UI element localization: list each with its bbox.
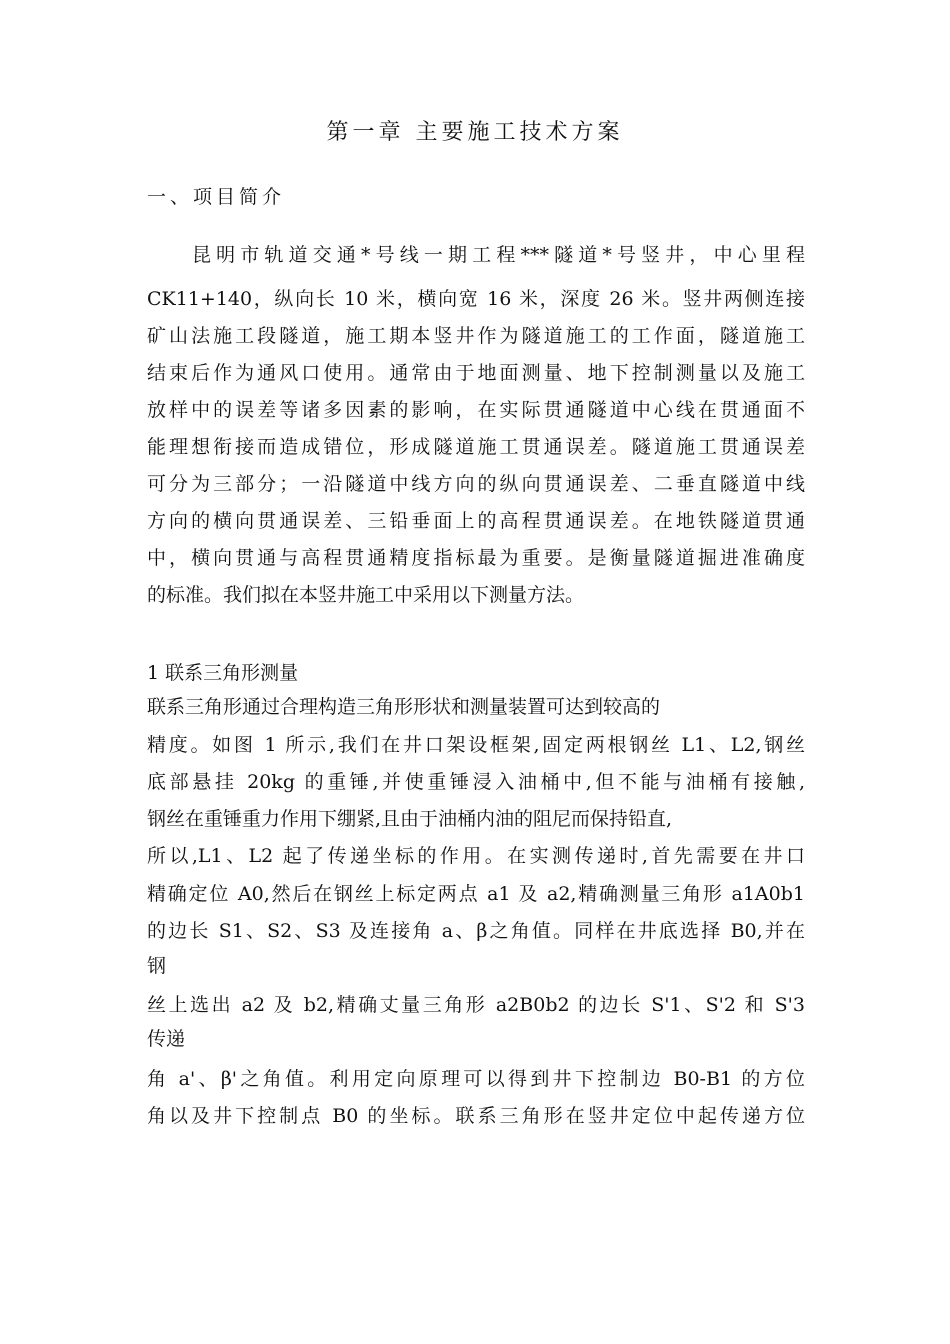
paragraph-1-line: 可分为三部分；一沿隧道中线方向的纵向贯通误差、二垂直隧道中线 — [147, 473, 805, 495]
subsection-heading: 1 联系三角形测量 — [147, 662, 299, 684]
paragraph-2-line: 所以,L1、L2 起了传递坐标的作用。在实测传递时,首先需要在井口 — [147, 845, 805, 867]
paragraph-2-line: 角 a'、β'之角值。利用定向原理可以得到井下控制边 B0-B1 的方位 — [147, 1068, 805, 1090]
paragraph-2-line: 精度。如图 1 所示,我们在井口架设框架,固定两根钢丝 L1、L2,钢丝 — [147, 734, 805, 756]
paragraph-2-line: 角以及井下控制点 B0 的坐标。联系三角形在竖井定位中起传递方位 — [147, 1105, 805, 1127]
paragraph-1-line: 中，横向贯通与高程贯通精度指标最为重要。是衡量隧道掘进准确度 — [147, 547, 805, 569]
paragraph-1-line: 放样中的误差等诸多因素的影响，在实际贯通隧道中心线在贯通面不 — [147, 399, 805, 421]
paragraph-1-line: CK11+140，纵向长 10 米，横向宽 16 米，深度 26 米。竖井两侧连接 — [147, 288, 805, 310]
chapter-title: 第一章 主要施工技术方案 — [326, 120, 624, 145]
paragraph-2-line: 的边长 S1、S2、S3 及连接角 a、β之角值。同样在井底选择 B0,并在 — [147, 920, 805, 942]
paragraph-2-line: 传递 — [147, 1028, 186, 1050]
paragraph-1-line: 昆明市轨道交通*号线一期工程***隧道*号竖井，中心里程 — [192, 244, 805, 266]
paragraph-2-line: 钢 — [147, 955, 167, 977]
paragraph-1-line: 结束后作为通风口使用。通常由于地面测量、地下控制测量以及施工 — [147, 362, 805, 384]
paragraph-2-line: 底部悬挂 20kg 的重锤,并使重锤浸入油桶中,但不能与油桶有接触, — [147, 771, 805, 793]
paragraph-1-line: 矿山法施工段隧道，施工期本竖井作为隧道施工的工作面，隧道施工 — [147, 325, 805, 347]
paragraph-2-line: 钢丝在重锤重力作用下绷紧,且由于油桶内油的阻尼而保持铅直, — [147, 808, 673, 830]
paragraph-1-line: 方向的横向贯通误差、三铅垂面上的高程贯通误差。在地铁隧道贯通 — [147, 510, 805, 532]
paragraph-2-line: 联系三角形通过合理构造三角形形状和测量装置可达到较高的 — [147, 696, 661, 718]
paragraph-1-line: 的标准。我们拟在本竖井施工中采用以下测量方法。 — [147, 584, 585, 606]
paragraph-2-line: 丝上选出 a2 及 b2,精确丈量三角形 a2B0b2 的边长 S'1、S'2 和 S'3 — [147, 994, 805, 1016]
paragraph-1-line: 能理想衔接而造成错位，形成隧道施工贯通误差。隧道施工贯通误差 — [147, 436, 805, 458]
section-heading: 一、项目简介 — [147, 186, 286, 208]
paragraph-2-line: 精确定位 A0,然后在钢丝上标定两点 a1 及 a2,精确测量三角形 a1A0b1 — [147, 883, 805, 905]
